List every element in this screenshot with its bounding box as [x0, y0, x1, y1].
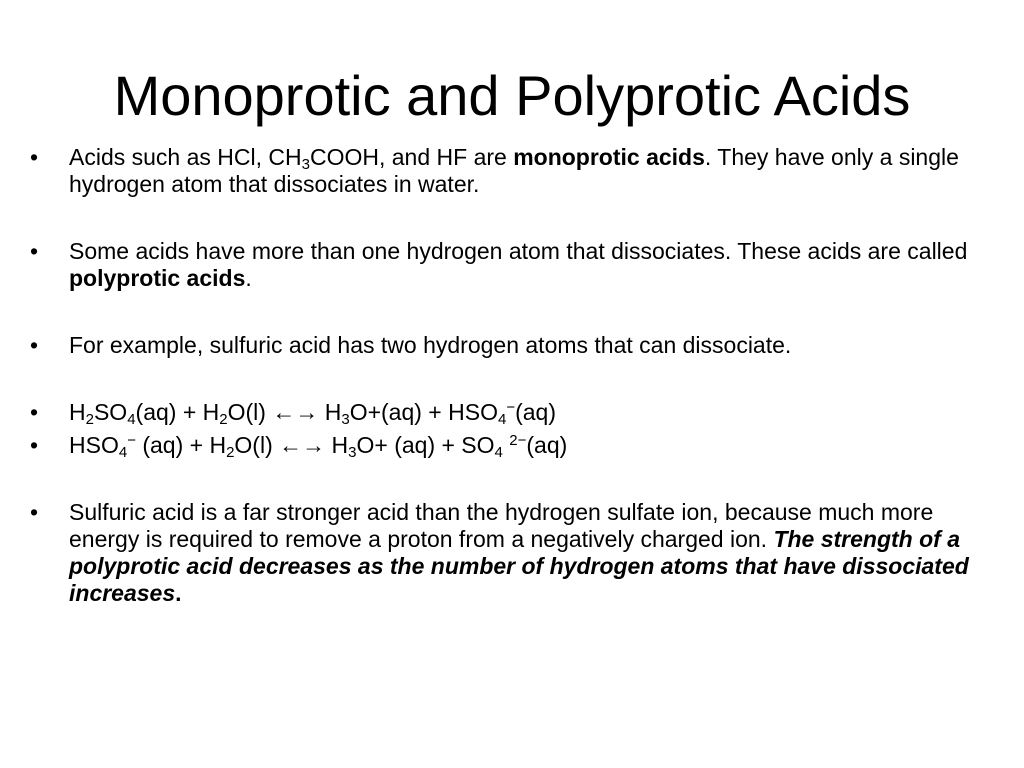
text: H	[325, 432, 349, 458]
text: (aq)	[515, 399, 556, 425]
equilibrium-arrows-icon: ←→	[272, 399, 319, 425]
text: COOH, and HF are	[309, 144, 514, 170]
text: (aq) + H	[135, 399, 220, 425]
subscript: 2	[219, 411, 228, 428]
subscript: 3	[301, 156, 310, 173]
text: O(l)	[227, 399, 273, 425]
text: For example, sulfuric acid has two hydrogen atoms that can dissociate.	[69, 332, 792, 358]
text: .	[175, 580, 182, 606]
bullet-monoprotic	[0, 144, 1024, 198]
bullet-example	[0, 332, 1024, 359]
bold-term-polyprotic: polyprotic acids	[69, 265, 246, 291]
text: (aq)	[526, 432, 568, 458]
text: Some acids have more than one hydrogen atom that dissociates. These acids are called	[69, 238, 968, 264]
superscript: 2−	[509, 432, 527, 449]
text: .	[245, 265, 252, 291]
subscript: 3	[348, 444, 357, 461]
subscript: 2	[226, 444, 235, 461]
text: SO	[93, 399, 128, 425]
subscript: 4	[494, 444, 503, 461]
superscript: −	[127, 432, 136, 449]
subscript: 3	[341, 411, 350, 428]
bullet-dot: •	[30, 432, 39, 458]
text: O(l)	[234, 432, 280, 458]
bullet-equation-2	[0, 432, 1024, 459]
subscript: 4	[497, 411, 507, 428]
equilibrium-arrows-icon: ←→	[279, 432, 326, 458]
bold-italic-statement: The strength of a polyprotic acid decreases as the number of hydrogen atoms that have dissociated increases	[69, 526, 969, 606]
text: O+(aq) + HSO	[349, 399, 498, 425]
bullet-equation-1	[0, 399, 1024, 426]
bullet-dot: •	[30, 399, 39, 425]
bold-term-monoprotic: monoprotic acids	[513, 144, 705, 170]
text: H	[69, 399, 86, 425]
text: Sulfuric acid is a far stronger acid than the hydrogen sulfate ion, because much more energy is required to remove a proton from a negatively charged ion.	[69, 499, 934, 552]
text: H	[318, 399, 342, 425]
superscript: −	[506, 399, 516, 416]
bullet-dot: •	[30, 499, 39, 525]
subscript: 2	[85, 411, 94, 428]
bullet-list	[0, 144, 1024, 607]
text: . They have only a single hydrogen atom that dissociates in water.	[69, 144, 959, 197]
text: Acids such as HCl, CH	[69, 144, 302, 170]
bullet-polyprotic	[0, 238, 1024, 292]
bullet-dot: •	[30, 144, 39, 170]
subscript: 4	[118, 444, 128, 461]
text: (aq) + H	[135, 432, 227, 458]
bullet-dot: •	[30, 332, 39, 358]
slide-title: Monoprotic and Polyprotic Acids	[113, 64, 911, 127]
subscript: 4	[127, 411, 136, 428]
text: O+ (aq) + SO	[356, 432, 495, 458]
bullet-strength	[0, 499, 1024, 607]
bullet-dot: •	[30, 238, 39, 264]
text: HSO	[69, 432, 119, 458]
